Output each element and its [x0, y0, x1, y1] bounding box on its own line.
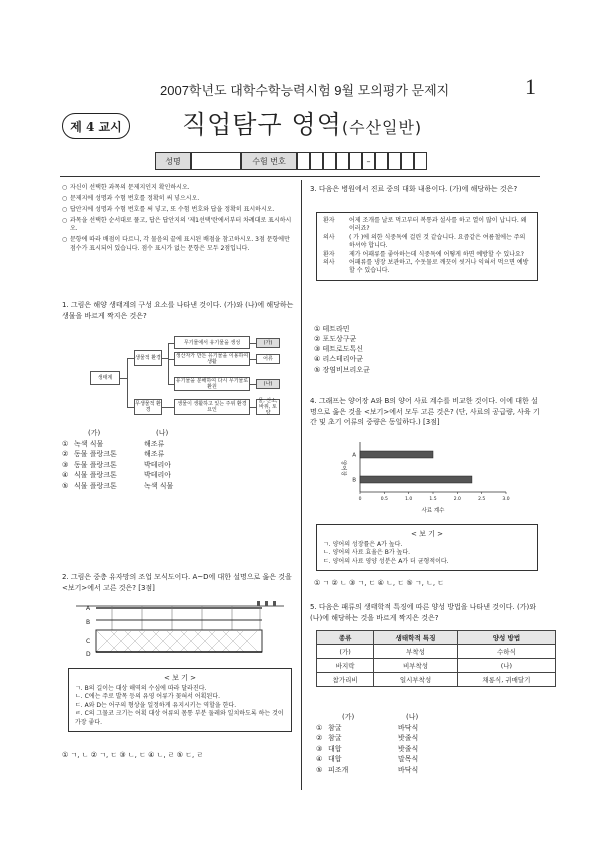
- answer-option[interactable]: [62, 460, 292, 471]
- x-tick-label: 2.0: [453, 497, 461, 502]
- bar-a: [360, 451, 433, 458]
- option-b: 박테리아: [144, 471, 172, 479]
- answer-option[interactable]: [316, 744, 516, 755]
- q5-table: [316, 630, 556, 687]
- bogi-item: ㄱ. 양어의 성장률은 A가 높다.: [323, 541, 403, 548]
- y-axis-label: 양어장: [340, 460, 346, 476]
- table-cell: (가): [317, 645, 374, 659]
- table-cell: 채롱식, 귀매달기: [457, 673, 555, 687]
- speaker: 환자: [323, 250, 335, 258]
- exam-no-digit[interactable]: [414, 152, 427, 170]
- diagram-box: 무기물에서 유기물을 생성: [174, 336, 250, 349]
- q3-stem: 3. 다음은 병원에서 진료 중의 대화 내용이다. (가)에 해당하는 것은?: [310, 185, 518, 193]
- table-cell: 바지락: [317, 659, 374, 673]
- answer-option[interactable]: [316, 723, 516, 734]
- connector: [120, 378, 127, 379]
- notice-list: [62, 184, 294, 256]
- option-b: 밧줄식: [398, 744, 419, 753]
- dialog-line: [323, 251, 531, 259]
- connector: [127, 358, 128, 407]
- x-tick-label: 1.5: [429, 497, 437, 502]
- diagram-box: 생물이 생활하고 있는 주위 환경 요인: [174, 399, 250, 415]
- diagram-result: 물, 산소, 바위, 토양: [256, 399, 280, 415]
- answer-option[interactable]: [316, 765, 516, 776]
- speaker: 환자: [323, 217, 335, 224]
- exam-no-digit[interactable]: [349, 152, 362, 170]
- diagram-result: (나): [256, 379, 280, 389]
- option-b: 바닥식: [398, 765, 419, 774]
- bogi-item: ㄴ. 양어의 사료 효율은 B가 높다.: [323, 549, 411, 557]
- exam-title: 2007학년도 대학수학능력시험 9월 모의평가 문제지: [160, 83, 450, 98]
- label-b: B: [86, 619, 91, 626]
- answer-option[interactable]: [316, 733, 516, 744]
- option-a: 식물 플랑크톤: [74, 481, 117, 490]
- connector: [250, 343, 256, 344]
- bogi-title: < 보 기 >: [164, 674, 196, 682]
- exam-no-digit[interactable]: [310, 152, 323, 170]
- col-b-label: (나): [406, 713, 419, 721]
- diagram-abio: 무생물적 환경: [135, 401, 161, 413]
- connector: [168, 384, 174, 385]
- speaker: 의사: [323, 233, 335, 241]
- gillnet-diagram: [62, 600, 296, 666]
- exam-no-digit[interactable]: [401, 152, 414, 170]
- exam-no-digit[interactable]: [336, 152, 349, 170]
- subject-title: [182, 105, 422, 141]
- category-label: A: [352, 452, 356, 459]
- table-cell: (나): [457, 659, 555, 673]
- notice-item: ○ 문항에 따라 배점이 다르니, 각 물음의 끝에 표시된 배점을 참고하시오. 3점 문항에만 점수가 표시되어 있습니다. 점수 표시가 없는 문항은 모두 2점입니다.: [62, 236, 294, 252]
- option-a: 동물 플랑크톤: [74, 450, 117, 458]
- connector: [168, 343, 174, 344]
- diagram-result: 어류: [256, 354, 280, 364]
- option-b: 밧줄식: [398, 734, 419, 742]
- notice-item: ○ 답안지에 성명과 수험 번호를 써 넣고, 또 수험 번호와 답을 정확히 표시하시오.: [62, 206, 294, 214]
- option-b: 말목식: [398, 755, 419, 763]
- connector: [127, 358, 134, 359]
- table-header-row: [317, 631, 556, 645]
- q5-stem: 5. 다음은 패류의 생태학적 특징에 따른 양성 방법을 나타낸 것이다. (가)와 (나)에 해당하는 것을 바르게 짝지은 것은?: [310, 603, 536, 622]
- answer-option[interactable]: ⑤ 장염비브리오균: [314, 365, 370, 374]
- q1-stem: 1. 그림은 해양 생태계의 구성 요소를 나타낸 것이다. (가)와 (나)에 해당하는 생물을 바르게 짝지은 것은?: [62, 301, 294, 320]
- option-a: 녹색 식물: [74, 439, 104, 448]
- label-a: A: [86, 605, 91, 612]
- answer-option[interactable]: [316, 754, 516, 765]
- col-a-label: (가): [342, 713, 355, 721]
- column-header: 양성 방법: [457, 631, 555, 645]
- bogi-item: ㄱ. B의 길이는 대상 해역의 수심에 따라 달라진다.: [75, 685, 207, 692]
- connector: [162, 407, 174, 408]
- q4-answers[interactable]: ① ㄱ ② ㄴ ③ ㄱ, ㄷ ④ ㄴ, ㄷ ⑤ ㄱ, ㄴ, ㄷ: [314, 579, 445, 587]
- option-b: 바닥식: [398, 723, 419, 732]
- x-tick-label: 3.0: [502, 497, 510, 502]
- label-c: C: [86, 638, 91, 645]
- label-d: D: [86, 651, 91, 658]
- connector: [168, 343, 169, 384]
- diagram-bio: 생물적 환경: [134, 350, 162, 366]
- name-label: 성명: [155, 152, 191, 170]
- table-cell: 수하식: [457, 645, 555, 659]
- exam-no-digit[interactable]: [388, 152, 401, 170]
- bar-b: [360, 476, 472, 483]
- option-b: 해조류: [144, 439, 165, 448]
- diagram-box: 생산자가 만든 유기물을 이용하여 생활: [175, 353, 249, 365]
- column-header: 종류: [317, 631, 374, 645]
- column-divider: [301, 180, 302, 790]
- option-b: 녹색 식물: [144, 481, 174, 490]
- x-tick-label: 0.5: [380, 497, 388, 502]
- page-number: 1: [525, 74, 536, 99]
- exam-no-digit[interactable]: [323, 152, 336, 170]
- header-rule: [60, 176, 540, 177]
- option-a: 대합: [328, 755, 342, 763]
- utterance: ( 가 )에 의한 식중독에 걸린 것 같습니다. 요즘같은 여름철에는 주의하셔야 합니다.: [349, 233, 526, 250]
- dialog-line: [323, 259, 531, 276]
- answer-option[interactable]: [62, 481, 292, 492]
- exam-no-digit[interactable]: [297, 152, 310, 170]
- answer-option[interactable]: ② 포도상구균: [314, 335, 357, 344]
- surface-floats: [257, 601, 276, 606]
- col-b-label: (나): [156, 429, 169, 437]
- q2-bogi-box: [68, 668, 292, 732]
- q2-stem: 2. 그림은 중층 유자망의 조업 모식도이다. A~D에 대한 설명으로 옳은 것을 <보기>에서 고른 것은? [3점]: [62, 573, 292, 592]
- q1-option-header: [62, 428, 292, 439]
- x-axis-label: 사료 계수: [421, 508, 445, 514]
- option-a: 피조개: [328, 765, 349, 774]
- q5-options: [316, 712, 516, 775]
- bogi-item: ㄴ. C에는 주로 발목 등의 유영 어류가 꽂혀서 어획된다.: [75, 693, 220, 701]
- diagram-box: 유기물을 분해하여 다시 무기물로 환원: [175, 378, 249, 390]
- dialog-line: [323, 217, 531, 234]
- notice-item: ○ 과목을 선택한 순서대로 풀고, 답은 답안지의 '제1선택'란에서부터 차례대로 표시하시오.: [62, 217, 294, 233]
- option-a: 동물 플랑크톤: [74, 460, 117, 469]
- option-number: ④: [316, 755, 323, 763]
- notice-item: ○ 자신이 선택한 과목의 문제지인지 확인하시오.: [62, 184, 294, 192]
- session-badge: 제 4 교시: [62, 113, 130, 139]
- q4-bogi-box: [316, 524, 538, 571]
- dialog-line: [323, 234, 531, 251]
- diagram-root: 생태계: [90, 371, 120, 385]
- utterance: 제가 어패류를 좋아하는데 식중독에 어떻게 하면 예방할 수 있나요?: [349, 250, 524, 258]
- answer-option[interactable]: ③ 테트로도톡신: [314, 345, 364, 354]
- table-cell: 참가리비: [317, 673, 374, 687]
- bogi-item: ㄷ. 양어의 사료 영양 성분은 A가 더 균형적이다.: [323, 557, 449, 565]
- bogi-item: ㄹ. C의 그물코 크기는 어획 대상 어류의 몸통 부분 둘레와 일치하도록 하는 것이 가장 좋다.: [75, 710, 284, 726]
- answer-option[interactable]: [62, 449, 292, 460]
- id-row: [155, 152, 427, 170]
- speaker: 의사: [323, 258, 335, 266]
- option-a: 대합: [328, 744, 342, 753]
- connector: [250, 359, 256, 360]
- q3-dialog-box: [316, 212, 538, 281]
- q2-answers[interactable]: ① ㄱ, ㄴ ② ㄱ, ㄷ ③ ㄴ, ㄷ ④ ㄴ, ㄹ ⑤ ㄷ, ㄹ: [62, 751, 204, 759]
- table-row: [317, 673, 556, 687]
- col-a-label: (가): [88, 429, 101, 437]
- answer-option[interactable]: [62, 470, 292, 481]
- exam-no-digit[interactable]: [375, 152, 388, 170]
- connector: [250, 407, 256, 408]
- option-b: 해조류: [144, 450, 165, 458]
- option-a: 식물 플랑크톤: [74, 471, 117, 479]
- answer-option[interactable]: ④ 리스테리아균: [314, 355, 364, 364]
- table-cell: 일시부착성: [374, 673, 458, 687]
- option-number: ④: [62, 471, 69, 479]
- option-number: ③: [316, 744, 323, 753]
- option-number: ③: [62, 460, 69, 469]
- option-number: ①: [316, 723, 323, 732]
- x-tick-label: 1.0: [405, 497, 413, 502]
- buoy-lines: [112, 606, 260, 630]
- q1-diagram: [62, 336, 296, 422]
- name-field[interactable]: [191, 152, 241, 170]
- q1-options: [62, 428, 292, 491]
- table-cell: 부착성: [374, 645, 458, 659]
- option-number: ②: [316, 734, 323, 742]
- option-number: ①: [62, 439, 69, 448]
- connector: [250, 384, 256, 385]
- option-number: ⑤: [62, 481, 69, 490]
- connector: [168, 359, 174, 360]
- subject-name: 직업탐구 영역: [182, 110, 342, 139]
- q5-option-header: [316, 712, 516, 723]
- option-a: 참굴: [328, 723, 342, 732]
- diagram-result: (가): [256, 338, 280, 348]
- category-label: B: [352, 477, 356, 484]
- x-tick-label: 0: [358, 497, 362, 502]
- bogi-title: < 보 기 >: [411, 530, 443, 538]
- subject-subtitle: (수산일반): [341, 118, 423, 137]
- utterance: 어제 조개를 날로 먹고부터 복통과 설사를 하고 열이 많이 납니다. 왜 이러죠?: [349, 217, 527, 233]
- answer-option[interactable]: ① 테트라민: [314, 325, 350, 333]
- x-tick-label: 2.5: [478, 497, 486, 502]
- option-b: 박테리아: [144, 460, 172, 469]
- q3-options: [314, 324, 534, 375]
- table-cell: 비부착성: [374, 659, 458, 673]
- q4-bar-chart: [330, 438, 520, 518]
- bogi-item: ㄷ. A와 D는 어구의 형상을 일정하게 유지시키는 역할을 한다.: [75, 701, 237, 709]
- exam-no-label: 수험 번호: [241, 152, 297, 170]
- connector: [127, 407, 134, 408]
- table-row: [317, 645, 556, 659]
- table-row: [317, 659, 556, 673]
- answer-option[interactable]: [62, 439, 292, 450]
- exam-no-dash: –: [362, 152, 375, 170]
- utterance: 어패류를 냉장 보관하고, 수돗물로 깨끗이 씻거나 익혀서 먹으면 예방할 수 있습니다.: [349, 258, 529, 275]
- option-a: 참굴: [328, 734, 342, 742]
- column-header: 생태학적 특징: [374, 631, 458, 645]
- option-number: ⑤: [316, 765, 323, 774]
- q4-stem: 4. 그래프는 양어장 A와 B의 양어 사료 계수를 비교한 것이다. 이에 대한 설명으로 옳은 것을 <보기>에서 모두 고른 것은? (단, 사료의 공급량, 사육 기간 및 초기 어류의 중량은 동일하다.) [3점]: [310, 397, 540, 426]
- notice-item: ○ 문제지에 성명과 수험 번호를 정확히 써 넣으시오.: [62, 195, 294, 203]
- option-number: ②: [62, 450, 69, 458]
